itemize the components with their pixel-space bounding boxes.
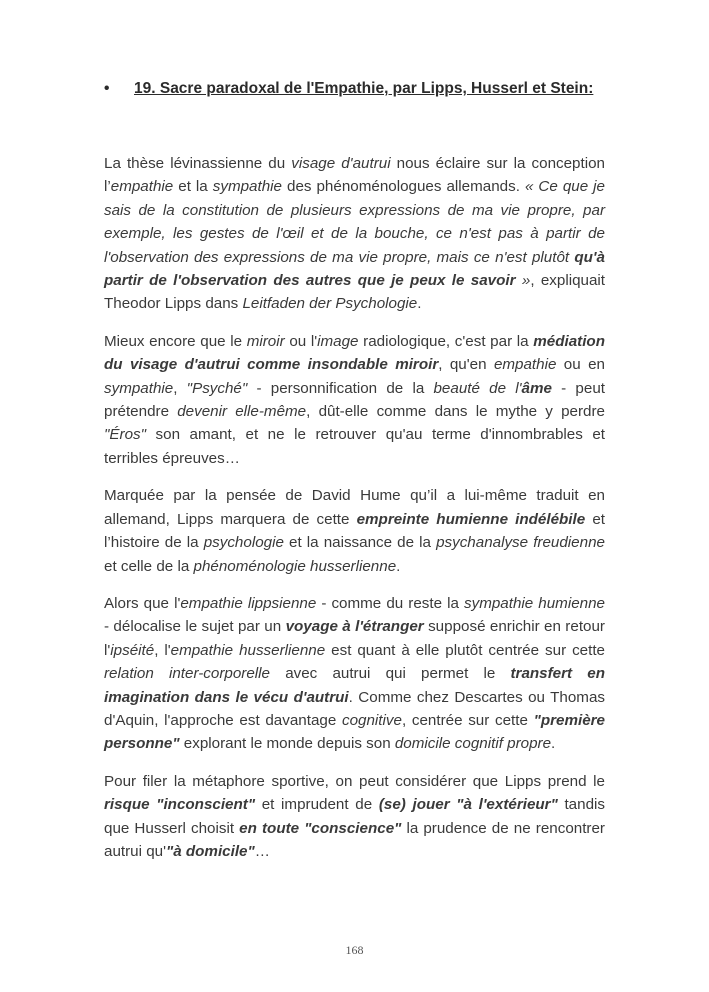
text-run: la prudence de ne rencontrer autrui qu' bbox=[104, 819, 605, 860]
text-run: , bbox=[173, 379, 187, 397]
text-run: devenir elle-même bbox=[177, 403, 307, 421]
text-run: sympathie humienne bbox=[464, 594, 605, 612]
text-run: nous éclaire sur la conception l’ bbox=[104, 155, 605, 196]
page-number: 168 bbox=[345, 943, 364, 957]
text-run: des phénoménologues allemands. bbox=[281, 178, 525, 196]
text-run: tandis que Husserl choisit bbox=[104, 796, 605, 837]
text-run: est quant à elle plutôt centrée sur cette bbox=[325, 641, 605, 659]
text-run: - personnification de la bbox=[247, 379, 434, 397]
text-run: risque "inconscient" bbox=[104, 796, 256, 814]
text-run: , l' bbox=[154, 641, 171, 659]
paragraph-1 bbox=[104, 152, 605, 316]
heading-title: 19. Sacre paradoxal de l'Empathie, par Lipps, Husserl et Stein: bbox=[134, 80, 594, 97]
text-run: âme bbox=[521, 379, 552, 397]
text-run: visage d'autrui bbox=[291, 155, 391, 172]
text-run: . Comme chez Descartes ou Thomas d'Aquin, l'approche est davantage bbox=[104, 688, 605, 729]
text-run: La thèse lévinassienne du bbox=[104, 155, 292, 172]
text-run: empathie bbox=[110, 178, 174, 196]
text-run: ou l' bbox=[284, 332, 318, 350]
text-run: . bbox=[551, 735, 556, 753]
text-run: qu'à partir de l'observation des autres que je peux le savoir bbox=[104, 248, 605, 290]
text-run: , expliquait Theodor Lipps dans bbox=[104, 272, 606, 313]
text-run: sympathie bbox=[212, 178, 282, 196]
text-run: » bbox=[515, 272, 531, 290]
text-run: (se) jouer "à l'extérieur" bbox=[378, 796, 558, 814]
text-run: Marquée par la pensée de David Hume qu’il a lui-même traduit en allemand, Lipps marquera de cette bbox=[104, 487, 605, 528]
text-run: "à domicile" bbox=[166, 842, 255, 860]
text-run: empathie lippsienne bbox=[180, 594, 317, 612]
text-run: Alors que l' bbox=[104, 594, 181, 612]
text-run: transfert en imagination dans le vécu d'autrui bbox=[104, 665, 605, 706]
text-run: phénoménologie husserlienne bbox=[193, 557, 397, 575]
text-run: . bbox=[417, 295, 422, 313]
text-run: et l’histoire de la bbox=[104, 510, 605, 552]
text-run: empreinte humienne indélébile bbox=[356, 510, 586, 528]
text-run: supposé enrichir en retour l' bbox=[104, 618, 605, 659]
text-run: beauté de l' bbox=[433, 379, 522, 397]
text-run: voyage à l'étranger bbox=[285, 618, 424, 636]
text-run: ipséité bbox=[110, 641, 155, 659]
paragraph-2 bbox=[104, 330, 605, 470]
text-run: et imprudent de bbox=[255, 796, 379, 814]
section-heading bbox=[104, 80, 624, 98]
text-run: relation inter-corporelle bbox=[104, 665, 271, 683]
paragraph-4 bbox=[104, 592, 605, 756]
text-run: et la bbox=[173, 178, 213, 196]
text-run: radiologique, c'est par la bbox=[358, 332, 534, 350]
text-run: médiation du visage d'autrui comme insondable miroir bbox=[104, 332, 605, 374]
text-run: miroir bbox=[246, 332, 285, 350]
bullet-icon: • bbox=[104, 80, 110, 97]
text-run: , dût-elle comme dans le mythe y perdre bbox=[306, 403, 605, 421]
text-run: "première personne" bbox=[104, 711, 606, 753]
paragraph-5 bbox=[104, 770, 605, 864]
text-run: Pour filer la métaphore sportive, on peut considérer que Lipps prend le bbox=[104, 772, 605, 790]
text-run: son amant, et ne le retrouver qu'au terme d'innombrables et terribles épreuves… bbox=[104, 426, 605, 467]
text-run: , centrée sur cette bbox=[401, 711, 534, 729]
text-run: domicile cognitif propre bbox=[394, 735, 552, 753]
text-run: explorant le monde depuis son bbox=[179, 735, 395, 753]
text-run: Mieux encore que le bbox=[104, 332, 247, 350]
text-run: "Psyché" bbox=[186, 379, 248, 397]
text-run: "Éros" bbox=[104, 426, 147, 444]
text-run: « Ce que je sais de la constitution de plusieurs expressions de ma vie propre, par exemple, les gestes de l'œil et de la bouche, ce n'est pas à partir de l'observation des expressions de ma vie propre, mais ce n'est plutôt bbox=[104, 178, 605, 266]
text-run: image bbox=[317, 332, 359, 350]
text-run: sympathie bbox=[104, 379, 174, 397]
text-run: - peut prétendre bbox=[104, 379, 605, 421]
text-run: - comme du reste la bbox=[316, 594, 464, 612]
body-text bbox=[104, 152, 605, 877]
text-run: et celle de la bbox=[104, 557, 194, 575]
text-run: , qu'en bbox=[438, 356, 494, 374]
text-run: Leitfaden der Psychologie bbox=[242, 295, 418, 313]
text-run: et la naissance de la bbox=[283, 534, 437, 552]
text-run: avec autrui qui permet le bbox=[270, 665, 511, 683]
text-run: en toute "conscience" bbox=[239, 819, 402, 837]
text-run: empathie husserlienne bbox=[170, 641, 326, 659]
text-run: cognitive bbox=[342, 711, 402, 729]
text-run: empathie bbox=[493, 356, 557, 374]
text-run: psychanalyse freudienne bbox=[436, 534, 605, 552]
paragraph-3 bbox=[104, 484, 605, 578]
text-run: psychologie bbox=[203, 534, 284, 552]
text-run: ou en bbox=[556, 356, 605, 374]
text-run: . bbox=[396, 557, 401, 575]
text-run: - délocalise le sujet par un bbox=[104, 618, 286, 636]
text-run: … bbox=[254, 842, 270, 860]
